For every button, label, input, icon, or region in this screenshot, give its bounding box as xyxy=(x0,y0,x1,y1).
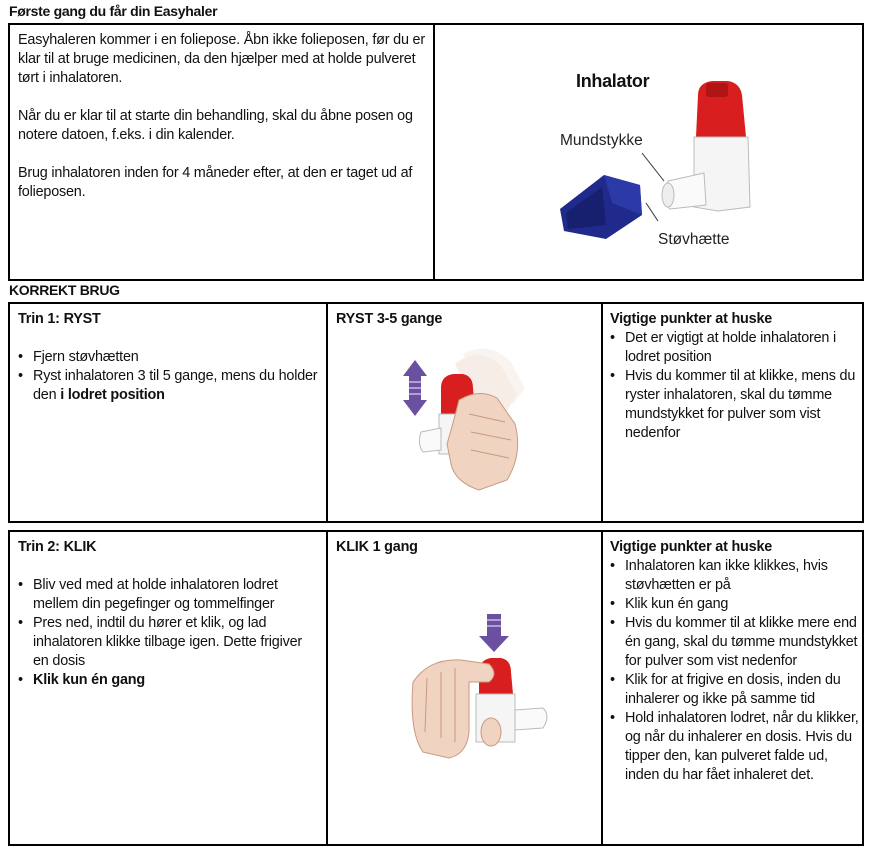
divider xyxy=(601,530,603,846)
section-heading-first-use: Første gang du får din Easyhaler xyxy=(9,3,218,19)
click-illustration xyxy=(329,532,600,844)
step1-image-cell xyxy=(329,304,600,521)
notes-list xyxy=(610,329,860,443)
divider xyxy=(433,23,435,281)
list-item: • Klik kun én gang xyxy=(610,595,860,614)
list-item: • Hold inhalatoren lodret, når du klikker, og når du inhalerer en dosis. Hvis du tipper den, kan pulveret falde ud, inden du har fået inhaleret det. xyxy=(610,709,860,785)
list-item: • Bliv ved med at holde inhalatoren lodret mellem din pegefinger og tommelfinger xyxy=(18,576,318,614)
section-heading-correct-use: KORREKT BRUG xyxy=(9,282,120,298)
label-cap: Støvhætte xyxy=(658,231,730,248)
figure-title: Inhalator xyxy=(576,71,650,91)
shake-illustration xyxy=(329,304,600,521)
notes-list xyxy=(610,557,860,785)
notes-title: Vigtige punkter at huske xyxy=(610,539,773,555)
step1-image-title: RYST 3-5 gange xyxy=(336,311,443,327)
step2-bullets xyxy=(18,576,318,690)
divider xyxy=(326,302,328,523)
notes-title: Vigtige punkter at huske xyxy=(610,311,773,327)
list-item: • Klik kun én gang xyxy=(18,671,318,690)
list-item: • Inhalatoren kan ikke klikkes, hvis støvhætten er på xyxy=(610,557,860,595)
list-item: • Fjern støvhætten xyxy=(18,348,318,367)
list-item: • Klik for at frigive en dosis, inden du inhalerer og ikke på samme tid xyxy=(610,671,860,709)
step1-bullets xyxy=(18,348,318,405)
first-use-text xyxy=(18,31,428,221)
divider xyxy=(326,530,328,846)
list-item: • Ryst inhalatoren 3 til 5 gange, mens du holder den i lodret position xyxy=(18,367,318,405)
list-item: • Hvis du kommer til at klikke mere end én gang, skal du tømme mundstykket for pulver som vist nedenfor xyxy=(610,614,860,671)
list-item: • Pres ned, indtil du hører et klik, og lad inhalatoren klikke tilbage igen. Dette frigiver en dosis xyxy=(18,614,318,671)
label-mouthpiece: Mundstykke xyxy=(560,132,643,149)
paragraph: Easyhaleren kommer i en foliepose. Åbn ikke folieposen, før du er klar til at bruge medicinen, da den hjælper med at holde pulveret tørt i inhalatoren. xyxy=(18,32,425,86)
inhaler-figure xyxy=(436,25,862,279)
step1-notes xyxy=(610,310,860,443)
paragraph: Når du er klar til at starte din behandling, skal du åbne posen og notere datoen, f.eks. i din kalender. xyxy=(18,108,413,143)
list-item: • Det er vigtigt at holde inhalatoren i lodret position xyxy=(610,329,860,367)
list-item: • Hvis du kommer til at klikke, mens du ryster inhalatoren, skal du tømme mundstykket for pulver som vist nedenfor xyxy=(610,367,860,443)
divider xyxy=(601,302,603,523)
step2-image-title: KLIK 1 gang xyxy=(336,539,418,555)
step2-instructions xyxy=(18,538,318,690)
step1-title: Trin 1: RYST xyxy=(18,311,101,327)
step2-title: Trin 2: KLIK xyxy=(18,539,97,555)
inhaler-illustration xyxy=(436,25,862,279)
paragraph: Brug inhalatoren inden for 4 måneder efter, at den er taget ud af folieposen. xyxy=(18,165,413,200)
step2-notes xyxy=(610,538,860,785)
step2-image-cell xyxy=(329,532,600,844)
step1-instructions xyxy=(18,310,318,405)
